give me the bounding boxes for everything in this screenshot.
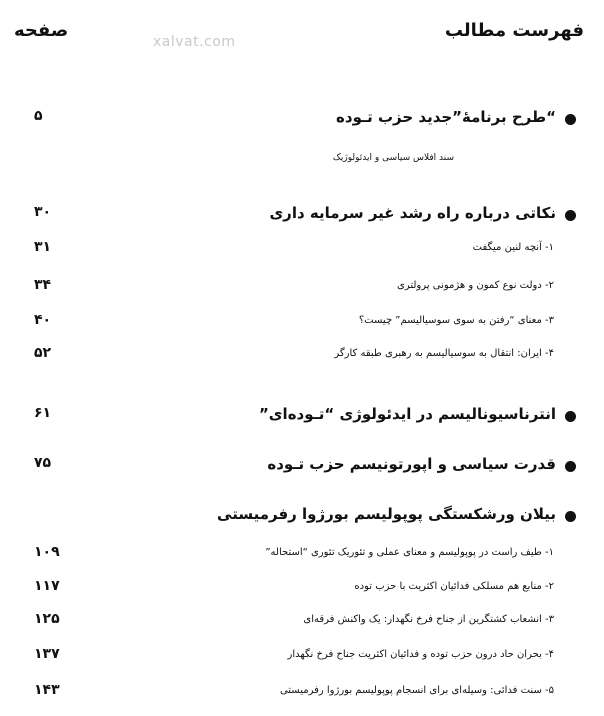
entry-title: نکاتی درباره راه رشد غیر سرمایه داری: [269, 204, 556, 222]
page-number: ۱۴۳: [34, 682, 60, 698]
toc-entry-note: [0, 147, 604, 177]
entry-title: انترناسیونالیسم در ایدئولوژی “تـوده‌ای”: [258, 405, 556, 423]
page-number: ۱۱۷: [34, 578, 60, 594]
entry-title: بیلان ورشکستگی پوپولیسم بورژوا رفرمیستی: [217, 505, 556, 523]
bullet-icon: [565, 461, 576, 472]
page-number: ۳۴: [34, 277, 52, 293]
toc-entry[interactable]: [0, 539, 604, 569]
page-number: ۱۰۹: [34, 544, 60, 560]
toc-entry[interactable]: [0, 606, 604, 636]
toc-entry[interactable]: [0, 200, 604, 230]
page-number: ۴۰: [34, 312, 52, 328]
page-number: ۷۵: [34, 455, 52, 471]
page-number: ۳۰: [34, 204, 52, 220]
bullet-icon: [565, 210, 576, 221]
entry-title: ۳- معنای “رفتن به سوی سوسیالیسم” چیست؟: [358, 315, 554, 326]
toc-entry[interactable]: [0, 641, 604, 671]
entry-title: ۱- طیف راست در پوپولیسم و معنای عملی و تئوریک تئوری “استحاله”: [265, 547, 554, 558]
page-number: ۱۳۷: [34, 646, 60, 662]
entry-title: ۵- سنت فدائی: وسیله‌ای برای انسجام پوپولیسم بورژوا رفرمیستی: [279, 685, 554, 696]
toc-entry[interactable]: [0, 234, 604, 264]
toc-entry[interactable]: [0, 677, 604, 707]
toc-entry[interactable]: [0, 573, 604, 603]
toc-entry[interactable]: [0, 340, 604, 370]
entry-title: ۲- دولت نوع کمون و هژمونی پرولتری: [397, 280, 554, 291]
toc-entry[interactable]: [0, 451, 604, 481]
watermark: xalvat.com: [153, 34, 236, 50]
entry-title: ۲- منابع هم مسلکی فدائیان اکثریت با حزب توده: [354, 581, 554, 592]
toc-header-title: فهرست مطالب: [444, 20, 584, 41]
page-number: ۱۲۵: [34, 611, 60, 627]
page-number: ۵: [34, 108, 43, 124]
bullet-icon: [565, 411, 576, 422]
toc-entry[interactable]: [0, 104, 604, 134]
entry-title: ۴- بحران حاد درون حزب توده و فدائیان اکثریت جناح فرخ نگهدار: [287, 649, 554, 660]
toc-entry[interactable]: [0, 401, 604, 431]
toc-header-page-label: صفحه: [14, 20, 69, 41]
entry-title: “طرح برنامۀ”جدید حزب تـوده: [336, 108, 556, 126]
page-number: ۶۱: [34, 405, 52, 421]
page-number: ۵۲: [34, 345, 52, 361]
toc-entry[interactable]: [0, 272, 604, 302]
entry-title: ۳- انشعاب کشتگرین از جناح فرخ نگهدار: یک واکنش فرقه‌ای: [303, 614, 554, 625]
bullet-icon: [565, 511, 576, 522]
bullet-icon: [565, 114, 576, 125]
entry-title: ۱- آنچه لنین میگفت: [472, 242, 554, 253]
entry-title: قدرت سیاسی و اپورتونیسم حزب تـوده: [267, 455, 556, 473]
entry-title: ۴- ایران: انتقال به سوسیالیسم به رهبری طبقه کارگر: [334, 348, 554, 359]
page-number: ۳۱: [34, 239, 52, 255]
toc-entry[interactable]: [0, 307, 604, 337]
entry-title: سند افلاس سیاسی و ایدئولوژیک: [332, 153, 454, 163]
toc-entry[interactable]: [0, 500, 604, 530]
